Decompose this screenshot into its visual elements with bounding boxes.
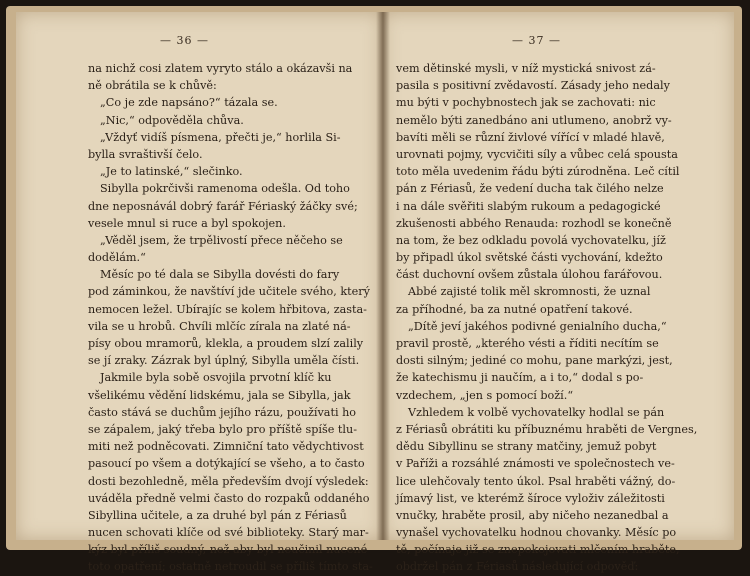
text-line: „Věděl jsem, že trpělivostí přece něčeho se [100, 233, 343, 247]
text-line: bavíti měli se různí živlové vířící v mladé hlavě, [396, 130, 665, 144]
text-line: na tom, že bez odkladu povolá vychovatelku, jíž [396, 233, 666, 247]
text-line: „Co je zde napsáno?“ tázala se. [100, 96, 278, 110]
text-line: vem dětinské mysli, v níž mystická snivost zá- [396, 62, 656, 75]
text-line: Abbé zajisté tolik měl skromnosti, že uznal [408, 285, 651, 299]
text-line: tě, počínaje již se znepokojovati mlčením hraběte, [396, 543, 680, 557]
text-line: vynašel vychovatelku hodnou chovanky. Měsíc po [396, 526, 677, 540]
text-line: „Vždyť vidíš písmena, přečti je,“ horlila Si- [100, 130, 341, 144]
text-block [88, 60, 373, 576]
text-line: obdržel pán z Fériasů následující odpověď: [396, 560, 639, 574]
text-block [396, 60, 718, 576]
text-line: Měsíc po té dala se Sibylla dovésti do fary [100, 268, 340, 282]
text-line: dědu Sibyllinu se strany matčiny, jemuž pobyt [396, 440, 657, 454]
text-line: za příhodné, ba za nutné opatření takové. [396, 302, 633, 316]
text-line: zkušenosti abbého Renauda: rozhodl se konečně [396, 216, 672, 230]
text-line: uváděla předně velmi často do rozpaků oddaného [88, 491, 370, 505]
text-line: pasoucí po všem a dotýkající se všeho, a to často [88, 457, 365, 471]
text-line: pravil prostě, „kterého vésti a říditi necítím se [396, 337, 659, 350]
text-line: Vzhledem k volbě vychovatelky hodlal se pán [408, 405, 665, 419]
text-line: nemělo býti zanedbáno ani utlumeno, anobrž vy- [396, 113, 672, 127]
text-line: dosti bezohledně, měla především dvojí výsledek: [88, 474, 369, 488]
text-line: „Nic,“ odpověděla chůva. [100, 113, 244, 127]
text-line: jímavý list, ve kterémž šíroce vyloživ záležitosti [396, 491, 665, 505]
text-line: lice ulehčovaly tento úkol. Psal hraběti vážný, do- [396, 474, 676, 488]
text-line: vnučky, hraběte prosil, aby ničeho nezanedbal a [396, 508, 669, 522]
text-line: z Fériasů obrátiti ku příbuznému hraběti de Vergnes, [396, 422, 698, 436]
page-number: — 36 — [160, 34, 209, 47]
text-line: písy obou mramorů, klekla, a proudem slzí zalily [88, 337, 364, 350]
text-line: na nichž cosi zlatem vyryto stálo a okázavši na [88, 62, 353, 75]
text-line: se jí zraky. Zázrak byl úplný, Sibylla uměla čísti. [88, 354, 360, 368]
text-line: bylla svraštivší čelo. [88, 147, 203, 161]
text-line: vesele mnul si ruce a byl spokojen. [88, 216, 286, 230]
text-line: se zápalem, jaký třeba bylo pro příště spíše tlu- [88, 422, 357, 436]
text-line: Sibyllina učitele, a za druhé byl pán z Fériasů [88, 508, 347, 522]
text-line: dodělám.“ [88, 251, 146, 265]
book-gutter [376, 12, 390, 540]
text-line: ně obrátila se k chůvě: [88, 79, 217, 93]
text-line: v Paříži a rozsáhlé známosti ve společnostech ve- [396, 457, 675, 471]
text-line: by připadl úkol světské části vychování, kdežto [396, 251, 663, 265]
text-line: že katechismu ji naučím, a i to,“ dodal s po- [396, 371, 644, 385]
text-line: často stává se duchům jejího rázu, používati ho [88, 405, 357, 419]
text-line: dosti silným; jediné co mohu, pane markýzi, jest, [396, 354, 673, 368]
text-line: urovnati pojmy, vycvičiti síly a vůbec celá spousta [396, 147, 678, 161]
text-line: vzdechem, „jen s pomocí boží.“ [396, 388, 574, 402]
text-line: Jakmile byla sobě osvojila prvotní klíč ku [100, 371, 332, 385]
text-line: dne neposnávál dobrý farář Fériaský žáčky své; [88, 199, 358, 213]
text-line: „Je to latinské,“ slečinko. [100, 165, 243, 179]
text-line: toto opatření; ostatně netroudil se příliš tímto sta- [88, 560, 373, 574]
text-line: pán z Fériasů, že vedení ducha tak čilého nelze [396, 182, 664, 196]
text-line: kýz byl příliš soudný, než aby byl neučinil nucené [88, 543, 368, 557]
text-line: nemocen ležel. Ubírajíc se kolem hřbitova, zasta- [88, 302, 367, 316]
text-line: všelikému vědění lidskému, jala se Sibylla, jak [88, 388, 351, 402]
page-number: — 37 — [512, 34, 561, 47]
text-line: „Dítě jeví jakéhos podivné genialního ducha,“ [408, 319, 667, 333]
text-line: toto měla uvedenim řádu býti zúrodněna. Leč cítil [396, 165, 680, 179]
text-line: pod záminkou, že navštíví jde učitele svého, který [88, 285, 370, 299]
text-line: vila se u hrobů. Chvíli mlčíc zírala na zlaté ná- [88, 319, 351, 333]
text-line: i na dále svěřiti slabým rukoum a pedagogické [396, 199, 661, 213]
text-line: pasila s positivní zvědavostí. Zásady jeho nedaly [396, 79, 670, 93]
text-line: nucen schovati klíče od své biblioteky. Starý mar- [88, 526, 369, 540]
text-line: část duchovní ovšem zůstala úlohou farářovou. [396, 268, 663, 282]
text-line: miti než podněcovati. Zimniční tato vědychtivost [88, 440, 364, 454]
text-line: Sibylla pokrčivši ramenoma odešla. Od toho [100, 182, 350, 196]
text-line: mu býti v pochybnostech jak se zachovati: nic [396, 96, 656, 110]
right-page [382, 12, 734, 574]
left-page [16, 12, 382, 574]
